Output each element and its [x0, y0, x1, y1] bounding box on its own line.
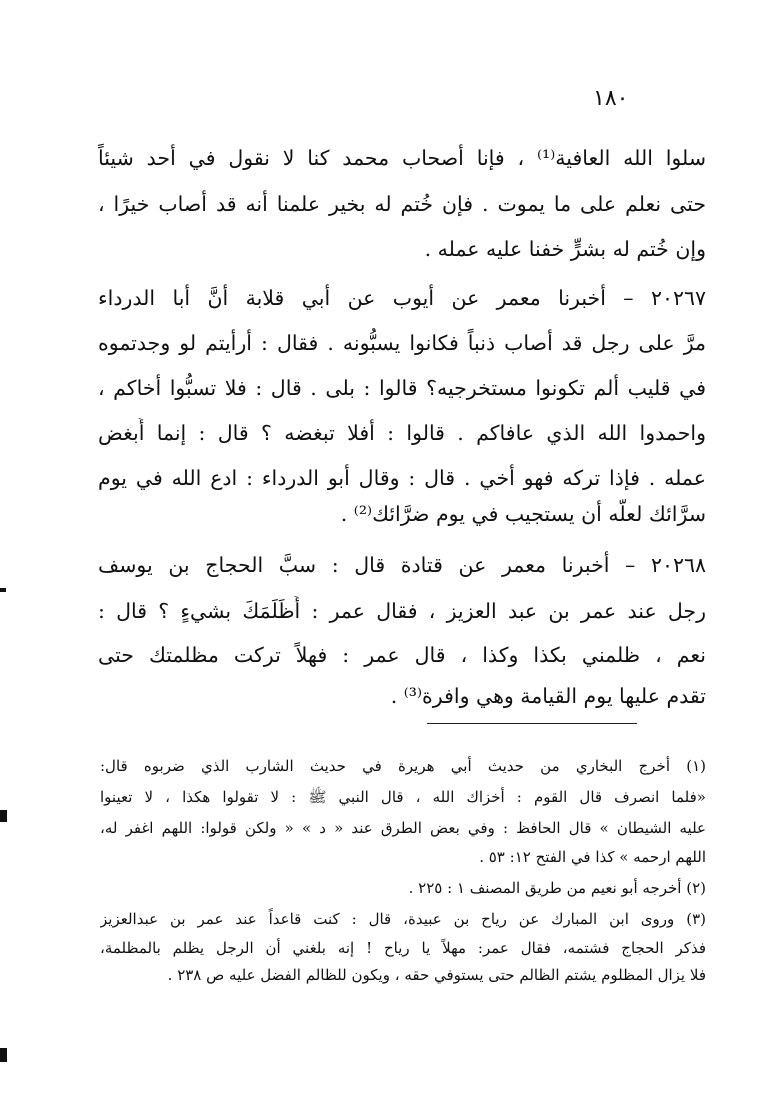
footnote-1-line: اللهم ارحمه » كذا في الفتح ١٢: ٥٣ . [479, 848, 706, 866]
footnote-divider [427, 723, 637, 724]
scan-edge-mark [0, 1048, 7, 1062]
body-line: مرَّ على رجل قد أصاب ذنباً فكانوا يسبُّونه . فقال : أرأيتم لو وجدتموه [98, 331, 706, 355]
body-line: سلوا الله العافية⁽¹⁾ ، فإنا أصحاب محمد كنا لا نقول في أحد شيئاً [98, 146, 706, 170]
scan-edge-mark [0, 810, 7, 822]
footnote-1-line: (١) أخرج البخاري من حديث أبي هريرة في حديث الشارب الذي ضربوه قال: [100, 757, 706, 775]
hadith-20268-start: ٢٠٢٦٨ – أخبرنا معمر عن قتادة قال : سبَّ الحجاج بن يوسف [98, 553, 706, 577]
body-line: حتى نعلم على ما يموت . فإن خُتم له بخير علمنا أنه قد أصاب خيرًا ، [98, 192, 706, 216]
page-number: ١٨٠ [593, 86, 629, 111]
body-line: تقدم عليها يوم القيامة وهي وافرة⁽³⁾ . [390, 684, 706, 708]
footnote-1-line: «فلما انصرف قال القوم : أخزاك الله ، قال النبي ﷺ : لا تقولوا هكذا ، لا تعينوا [100, 788, 706, 806]
scan-edge-mark [0, 588, 6, 592]
footnote-1-line: عليه الشيطان » قال الحافظ : وفي بعض الطرق عند « د » « ولكن قولوا: اللهم اغفر له، [100, 819, 706, 837]
body-line: في قليب ألم تكونوا مستخرجيه؟ قالوا : بلى . قال : فلا تسبُّوا أخاكم ، [98, 376, 706, 400]
footnote-2: (٢) أخرجه أبو نعيم من طريق المصنف ١ : ٢٢٥ . [408, 879, 706, 897]
body-line: سرَّائك لعلَّه أن يستجيب في يوم ضرَّائك⁽²⁾ . [340, 502, 706, 526]
hadith-20267-start: ٢٠٢٦٧ – أخبرنا معمر عن أيوب عن أبي قلابة أنَّ أبا الدرداء [98, 286, 706, 310]
body-line: عمله . فإذا تركه فهو أخي . قال : وقال أبو الدرداء : ادع الله في يوم [98, 466, 706, 490]
footnote-3-line: فلا يزال المظلوم يشتم الظالم حتى يستوفي حقه ، ويكون للظالم الفضل عليه ص ٢٣٨ . [167, 966, 706, 984]
footnote-3-line: فذكر الحجاج فشتمه، فقال عمر: مهلاً يا رياح ! إنه بلغني أن الرجل يظلم بالمظلمة، [100, 939, 706, 957]
body-line: وإن خُتم له بشرٍّ خفنا عليه عمله . [424, 237, 706, 261]
body-line: نعم ، ظلمني بكذا وكذا ، قال عمر : فهلاً تركت مظلمتك حتى [98, 643, 706, 667]
body-line: واحمدوا الله الذي عافاكم . قالوا : أفلا تبغضه ؟ قال : إنما أُبغض [98, 421, 706, 445]
body-line: رجل عند عمر بن عبد العزيز ، فقال عمر : أَظَلَمَكَ بشيءٍ ؟ قال : [98, 599, 706, 623]
footnote-3-line: (٣) وروى ابن المبارك عن رياح بن عبيدة، قال : كنت قاعداً عند عمر بن عبدالعزيز [100, 910, 706, 928]
